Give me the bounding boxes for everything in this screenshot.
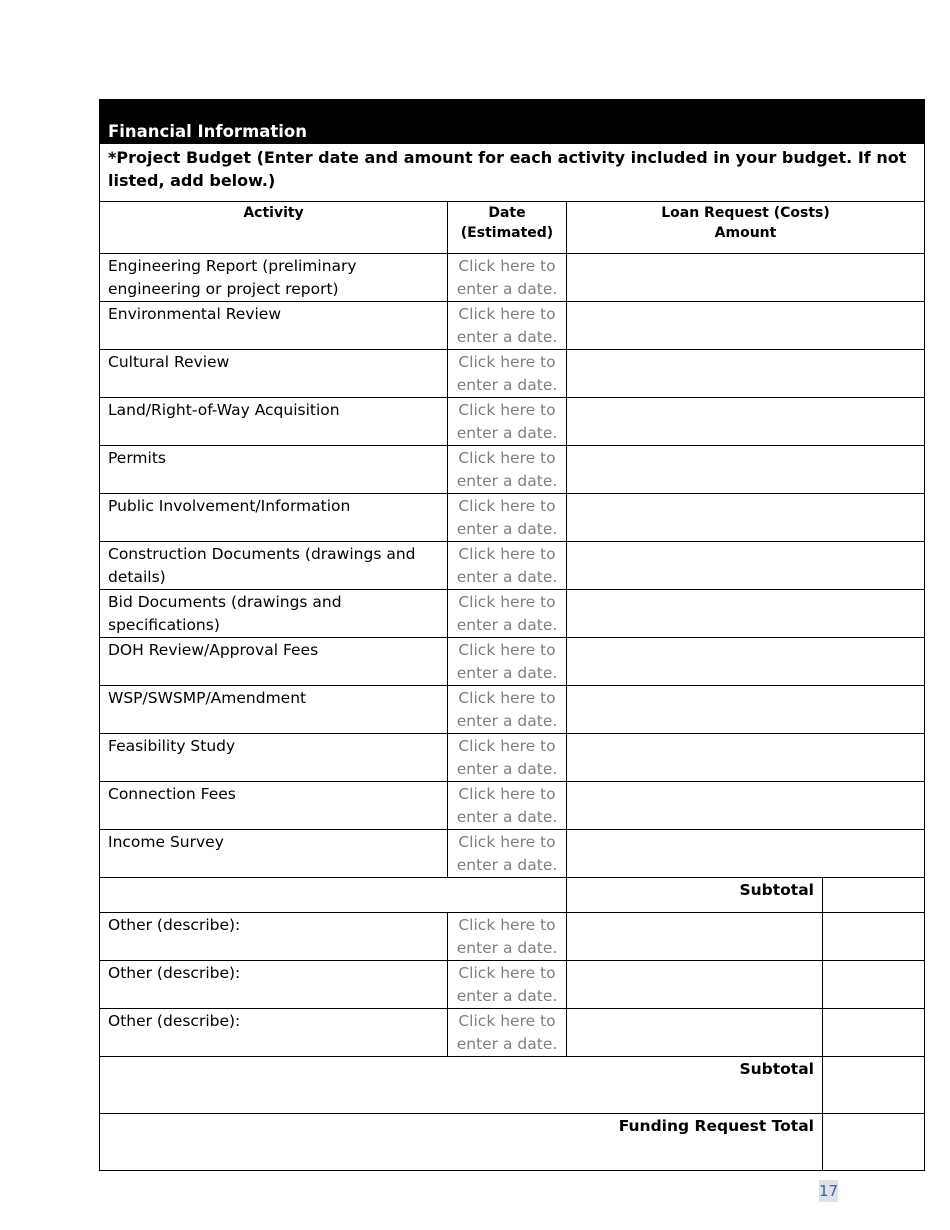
activity-name: WSP/SWSMP/Amendment [100, 686, 448, 734]
activity-header-label: Activity [243, 205, 304, 221]
activity-row [100, 254, 925, 302]
date-header-line2: (Estimated) [460, 225, 554, 241]
amount-header-line2: Amount [714, 225, 777, 241]
date-placeholder-line2: enter a date. [456, 568, 558, 586]
date-placeholder-line2: enter a date. [456, 376, 558, 394]
date-picker[interactable] [448, 590, 567, 638]
other-description[interactable]: Other (describe): [100, 1009, 448, 1057]
funding-total-label: Funding Request Total [100, 1114, 823, 1171]
activity-row [100, 686, 925, 734]
activity-name: Bid Documents (drawings and specifications) [100, 590, 448, 638]
date-placeholder-line1: Click here to [458, 401, 556, 419]
date-placeholder-line1: Click here to [458, 593, 556, 611]
date-placeholder-line1: Click here to [458, 353, 556, 371]
amount-input[interactable] [567, 254, 925, 302]
activity-row [100, 446, 925, 494]
date-placeholder-line2: enter a date. [456, 424, 558, 442]
date-picker[interactable] [448, 734, 567, 782]
amount-input[interactable] [567, 686, 925, 734]
other-description[interactable]: Other (describe): [100, 913, 448, 961]
subtotal-blank [100, 878, 567, 913]
other-cost-input[interactable] [567, 1009, 823, 1057]
page-number: 17 [819, 1182, 839, 1200]
activity-name: Cultural Review [100, 350, 448, 398]
other-row [100, 913, 925, 961]
activity-name: Environmental Review [100, 302, 448, 350]
activity-name: Land/Right-of-Way Acquisition [100, 398, 448, 446]
date-placeholder-line1: Click here to [458, 449, 556, 467]
date-placeholder-line2: enter a date. [456, 712, 558, 730]
date-placeholder-line1: Click here to [458, 497, 556, 515]
date-placeholder-line2: enter a date. [456, 987, 558, 1005]
date-picker[interactable] [448, 446, 567, 494]
subtotal-row [100, 878, 925, 913]
date-placeholder-line2: enter a date. [456, 664, 558, 682]
date-header-line1: Date [488, 205, 526, 221]
activity-name: Construction Documents (drawings and details) [100, 542, 448, 590]
date-placeholder-line2: enter a date. [456, 280, 558, 298]
activity-row [100, 350, 925, 398]
date-picker[interactable] [448, 686, 567, 734]
funding-total-row [100, 1114, 925, 1171]
date-placeholder-line1: Click here to [458, 916, 556, 934]
date-placeholder-line2: enter a date. [456, 472, 558, 490]
date-picker[interactable] [448, 638, 567, 686]
date-picker[interactable] [448, 542, 567, 590]
date-placeholder-line2: enter a date. [456, 328, 558, 346]
activity-row [100, 638, 925, 686]
amount-input[interactable] [567, 494, 925, 542]
date-placeholder-line2: enter a date. [456, 520, 558, 538]
activity-row [100, 398, 925, 446]
subtotal-2-amount[interactable] [823, 1057, 925, 1114]
date-picker[interactable] [448, 913, 567, 961]
funding-total-amount[interactable] [823, 1114, 925, 1171]
other-amount-input[interactable] [823, 913, 925, 961]
date-placeholder-line1: Click here to [458, 305, 556, 323]
column-header-date [448, 202, 567, 254]
date-placeholder-line2: enter a date. [456, 939, 558, 957]
amount-input[interactable] [567, 446, 925, 494]
amount-input[interactable] [567, 398, 925, 446]
date-placeholder-line1: Click here to [458, 1012, 556, 1030]
activity-row [100, 590, 925, 638]
other-amount-input[interactable] [823, 961, 925, 1009]
date-picker[interactable] [448, 830, 567, 878]
activity-row [100, 830, 925, 878]
section-title: Financial Information [100, 100, 925, 144]
other-amount-input[interactable] [823, 1009, 925, 1057]
date-placeholder-line2: enter a date. [456, 760, 558, 778]
amount-input[interactable] [567, 590, 925, 638]
date-placeholder-line1: Click here to [458, 545, 556, 563]
activity-name: Permits [100, 446, 448, 494]
date-picker[interactable] [448, 398, 567, 446]
activity-row [100, 542, 925, 590]
amount-input[interactable] [567, 734, 925, 782]
other-cost-input[interactable] [567, 913, 823, 961]
other-row [100, 961, 925, 1009]
date-placeholder-line2: enter a date. [456, 1035, 558, 1053]
date-picker[interactable] [448, 494, 567, 542]
activity-name: Income Survey [100, 830, 448, 878]
amount-input[interactable] [567, 542, 925, 590]
date-picker[interactable] [448, 302, 567, 350]
subtotal-label: Subtotal [567, 878, 823, 913]
amount-input[interactable] [567, 302, 925, 350]
subtotal-row-2 [100, 1057, 925, 1114]
subtotal-amount[interactable] [823, 878, 925, 913]
date-picker[interactable] [448, 350, 567, 398]
amount-input[interactable] [567, 638, 925, 686]
other-row [100, 1009, 925, 1057]
date-placeholder-line2: enter a date. [456, 616, 558, 634]
activity-name: Public Involvement/Information [100, 494, 448, 542]
budget-instruction: *Project Budget (Enter date and amount for each activity included in your budget. If not listed, add below.) [100, 144, 925, 202]
date-picker[interactable] [448, 254, 567, 302]
activity-name: Connection Fees [100, 782, 448, 830]
amount-input[interactable] [567, 830, 925, 878]
activity-row [100, 302, 925, 350]
date-placeholder-line2: enter a date. [456, 856, 558, 874]
other-description[interactable]: Other (describe): [100, 961, 448, 1009]
activity-row [100, 734, 925, 782]
amount-input[interactable] [567, 350, 925, 398]
date-placeholder-line2: enter a date. [456, 808, 558, 826]
amount-header-line1: Loan Request (Costs) [661, 205, 830, 221]
date-picker[interactable] [448, 782, 567, 830]
amount-input[interactable] [567, 782, 925, 830]
date-placeholder-line1: Click here to [458, 689, 556, 707]
date-placeholder-line1: Click here to [458, 785, 556, 803]
financial-information-table [99, 99, 925, 1171]
date-placeholder-line1: Click here to [458, 257, 556, 275]
date-picker[interactable] [448, 961, 567, 1009]
date-placeholder-line1: Click here to [458, 641, 556, 659]
other-cost-input[interactable] [567, 961, 823, 1009]
activity-row [100, 494, 925, 542]
activity-name: DOH Review/Approval Fees [100, 638, 448, 686]
subtotal-2-label: Subtotal [100, 1057, 823, 1114]
activity-name: Engineering Report (preliminary engineering or project report) [100, 254, 448, 302]
activity-name: Feasibility Study [100, 734, 448, 782]
column-header-activity [100, 202, 448, 254]
activity-row [100, 782, 925, 830]
date-picker[interactable] [448, 1009, 567, 1057]
column-header-amount [567, 202, 925, 254]
date-placeholder-line1: Click here to [458, 833, 556, 851]
date-placeholder-line1: Click here to [458, 964, 556, 982]
date-placeholder-line1: Click here to [458, 737, 556, 755]
